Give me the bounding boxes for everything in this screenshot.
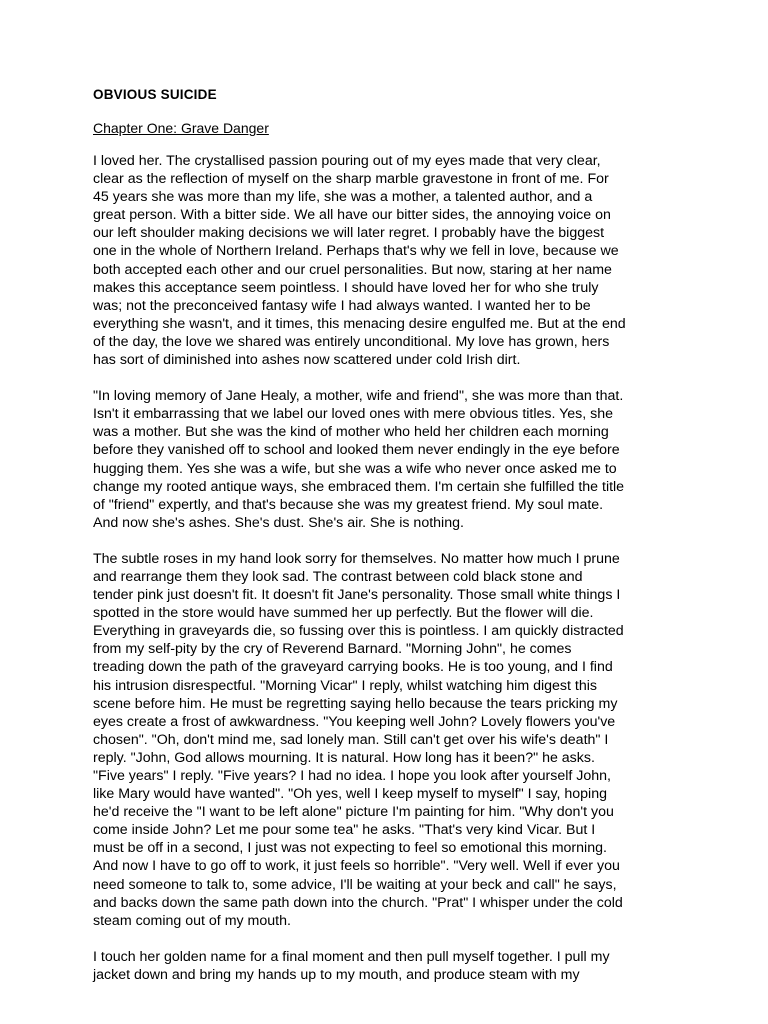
text-line: tender pink just doesn't fit. It doesn't fit Jane's personality. Those small white things I bbox=[93, 587, 621, 604]
text-line: I loved her. The crystallised passion pouring out of my eyes made that very clear, bbox=[93, 153, 601, 169]
text-line: hugging them. Yes she was a wife, but she was a wife who never once asked me to bbox=[93, 460, 617, 477]
text-line: "Five years" I reply. "Five years? I had no idea. I hope you look after yourself John, bbox=[93, 768, 611, 784]
text-line: And now she's ashes. She's dust. She's air. She is nothing. bbox=[93, 514, 464, 531]
text-line: treading down the path of the graveyard carrying books. He is too young, and I find bbox=[93, 659, 613, 676]
text-line: reply. "John, God allows mourning. It is natural. How long has it been?" he asks. bbox=[93, 749, 595, 766]
text-line: need someone to talk to, some advice, I'll be waiting at your beck and call" he says, bbox=[93, 876, 617, 893]
text-line: "In loving memory of Jane Healy, a mother, wife and friend", she was more than that. bbox=[93, 388, 624, 405]
text-line: one in the whole of Northern Ireland. Perhaps that's why we fell in love, because we bbox=[93, 243, 619, 260]
paragraph-3 bbox=[93, 550, 683, 930]
text-line: scene before him. He must be regretting saying hello because the tears pricking my bbox=[93, 695, 618, 712]
text-line: was a mother. But she was the kind of mother who held her children each morning bbox=[93, 424, 609, 441]
text-line: our left shoulder making decisions we will later regret. I probably have the biggest bbox=[93, 225, 605, 242]
text-line: like Mary would have wanted". "Oh yes, well I keep myself to myself" I say, hoping bbox=[93, 786, 607, 803]
text-line: come inside John? Let me pour some tea" he asks. "That's very kind Vicar. But I bbox=[93, 822, 596, 839]
text-line: clear as the reflection of myself on the sharp marble gravestone in front of me. For bbox=[93, 171, 609, 188]
text-line: The subtle roses in my hand look sorry for themselves. No matter how much I prune bbox=[93, 550, 620, 567]
text-line: from my self-pity by the cry of Reverend Barnard. "Morning John", he comes bbox=[93, 641, 572, 658]
text-line: jacket down and bring my hands up to my mouth, and produce steam with my bbox=[93, 966, 580, 983]
text-line: I touch her golden name for a final moment and then pull myself together. I pull my bbox=[93, 948, 610, 965]
text-line: Everything in graveyards die, so fussing over this is pointless. I am quickly distracted bbox=[93, 623, 624, 640]
text-line: was; not the preconceived fantasy wife I had always wanted. I wanted her to be bbox=[93, 297, 591, 314]
text-line: and rearrange them they look sad. The contrast between cold black stone and bbox=[93, 568, 583, 585]
text-line: 45 years she was more than my life, she was a mother, a talented author, and a bbox=[93, 189, 593, 206]
text-line: before they vanished off to school and looked them never endingly in the eye before bbox=[93, 442, 620, 459]
document-page bbox=[93, 86, 683, 1002]
text-line: steam coming out of my mouth. bbox=[93, 912, 291, 929]
text-line: has sort of diminished into ashes now scattered under cold Irish dirt. bbox=[93, 352, 521, 369]
text-line: both accepted each other and our cruel personalities. But now, staring at her name bbox=[93, 261, 612, 278]
text-line: everything she wasn't, and it times, this menacing desire engulfed me. But at the end bbox=[93, 315, 626, 332]
text-line: great person. With a bitter side. We all have our bitter sides, the annoying voice on bbox=[93, 207, 611, 224]
paragraph-1 bbox=[93, 152, 683, 369]
text-line: Isn't it embarrassing that we label our loved ones with mere obvious titles. Yes, she bbox=[93, 406, 614, 423]
text-line: spotted in the store would have summed her up perfectly. But the flower will die. bbox=[93, 605, 594, 622]
text-line: and backs down the same path down into the church. "Prat" I whisper under the cold bbox=[93, 894, 623, 911]
text-line: of "friend" expertly, and that's because she was my greatest friend. My soul mate. bbox=[93, 496, 604, 513]
document-title: OBVIOUS SUICIDE bbox=[93, 87, 217, 102]
paragraph-4 bbox=[93, 948, 683, 984]
text-line: makes this acceptance seem pointless. I should have loved her for who she truly bbox=[93, 279, 599, 296]
chapter-heading: Chapter One: Grave Danger bbox=[93, 120, 269, 136]
text-line: his intrusion disrespectful. "Morning Vicar" I reply, whilst watching him digest this bbox=[93, 677, 597, 694]
paragraph-2 bbox=[93, 387, 683, 532]
text-line: chosen". "Oh, don't mind me, sad lonely man. Still can't get over his wife's death" I bbox=[93, 731, 609, 748]
text-line: eyes create a frost of awkwardness. "You keeping well John? Lovely flowers you've bbox=[93, 713, 616, 730]
text-line: change my rooted antique ways, she embraced them. I'm certain she fulfilled the title bbox=[93, 478, 625, 495]
text-line: And now I have to go off to work, it just feels so horrible". "Very well. Well if ever you bbox=[93, 858, 620, 875]
text-line: he'd receive the "I want to be left alone" picture I'm painting for him. "Why don't you bbox=[93, 804, 614, 821]
text-line: must be off in a second, I just was not expecting to feel so emotional this morning. bbox=[93, 840, 607, 857]
text-line: of the day, the love we shared was entirely unconditional. My love has grown, hers bbox=[93, 333, 610, 350]
